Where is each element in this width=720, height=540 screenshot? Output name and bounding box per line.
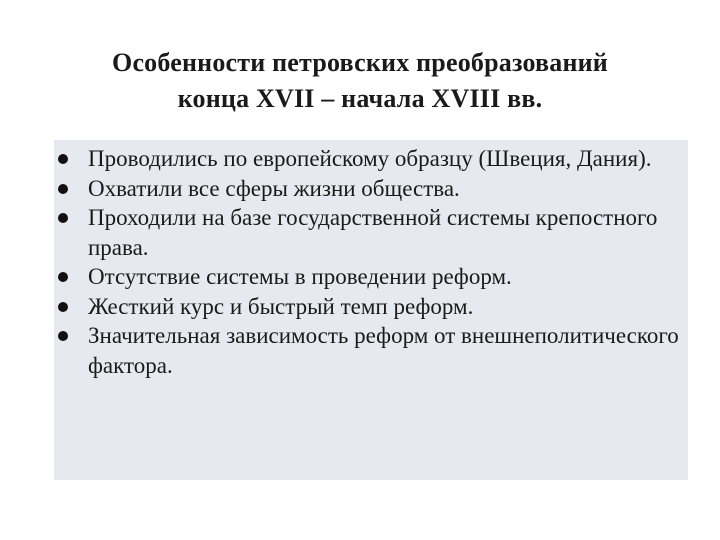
content-panel (54, 140, 688, 480)
bullet-item-1 (54, 144, 688, 174)
slide-title (20, 45, 700, 117)
bullet-dot-icon (58, 302, 68, 312)
bullet-item-4 (54, 262, 688, 292)
bullet-dot-icon (58, 213, 68, 223)
title-line-2: конца XVII – начала XVIII вв. (177, 84, 543, 114)
bullet-list (54, 144, 688, 380)
bullet-text: Охватили все сферы жизни общества. (88, 175, 460, 201)
bullet-text: Жесткий курс и быстрый темп реформ. (88, 293, 474, 319)
bullet-text: Значительная зависимость реформ от внешнеполитического фактора. (88, 323, 679, 378)
bullet-item-3 (54, 203, 688, 262)
bullet-dot-icon (58, 154, 68, 164)
bullet-text: Проходили на базе государственной системы крепостного права. (88, 205, 658, 260)
bullet-dot-icon (58, 331, 68, 341)
bullet-item-2 (54, 174, 688, 204)
bullet-dot-icon (58, 184, 68, 194)
bullet-text: Проводились по европейскому образцу (Швеция, Дания). (88, 146, 652, 171)
title-line-1: Особенности петровских преобразований (112, 48, 608, 78)
bullet-item-6 (54, 321, 688, 380)
bullet-text: Отсутствие системы в проведении реформ. (88, 264, 512, 289)
bullet-item-5 (54, 292, 688, 322)
bullet-dot-icon (58, 272, 68, 282)
